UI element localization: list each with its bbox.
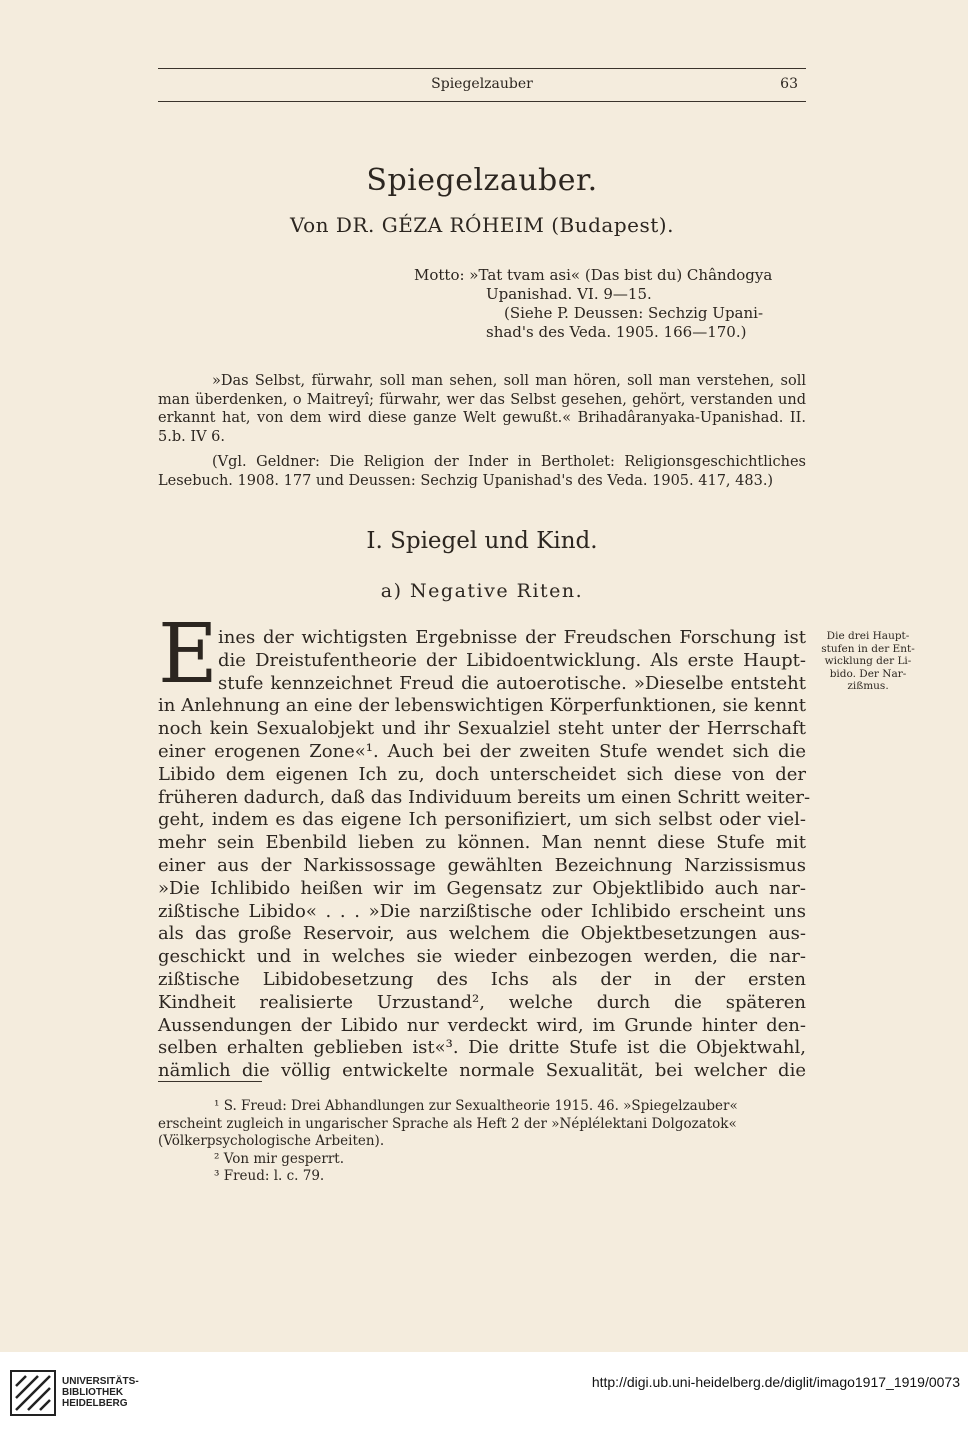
library-name-line: BIBLIOTHEK [62, 1387, 124, 1398]
body-line: zißtische Libido« . . . »Die narzißtische oder Ichlibido erscheint uns [158, 900, 806, 922]
body-line: »Die Ichlibido heißen wir im Gegensatz zur Objektlibido auch nar- [158, 877, 806, 899]
body-line: mehr sein Ebenbild lieben zu können. Man nennt diese Stufe mit [158, 832, 806, 854]
motto-line: Upanishad. VI. 9—15. [486, 285, 652, 303]
page-number: 63 [780, 76, 798, 92]
body-line: Aussendungen der Libido nur verdeckt wird, im Grunde hinter den- [158, 1014, 806, 1036]
section-heading: I. Spiegel und Kind. [366, 528, 598, 554]
body-line: nämlich die völlig entwickelte normale Sexualität, bei welcher die [158, 1060, 806, 1082]
running-head [158, 76, 806, 96]
epigraph-quote: »Das Selbst, fürwahr, soll man sehen, soll man hören, soll man verstehen, soll man überdenken, o Maitreyî; fürwahr, wer das Selbst gesehen, gehört, verstanden und erkannt hat, von dem wird diese ganze Welt gewußt.« Brihadâranyaka-Upanishad. II. 5.b. IV 6. [158, 373, 806, 445]
footnote: ³ Freud: l. c. 79. [214, 1168, 325, 1184]
article-byline: Von DR. GÉZA RÓHEIM (Budapest). [290, 213, 674, 237]
body-text [158, 627, 811, 1083]
body-line: Kindheit realisierte Urzustand², welche durch die späteren [158, 991, 806, 1013]
body-line: in Anlehnung an eine der lebenswichtigen Körperfunktionen, sie kennt [158, 695, 806, 717]
source-url-link[interactable]: http://digi.ub.uni-heidelberg.de/diglit/imago1917_1919/0073 [591, 1374, 960, 1390]
motto-line: (Siehe P. Deussen: Sechzig Upani- [504, 304, 764, 322]
body-line: früheren dadurch, daß das Individuum bereits um einen Schritt weiter- [158, 786, 811, 808]
footnotes [158, 1098, 806, 1186]
header-bottom-rule [158, 101, 806, 102]
body-line: die Dreistufentheorie der Libidoentwicklung. Als erste Haupt- [218, 649, 806, 671]
epigraph-reference: (Vgl. Geldner: Die Religion der Inder in Bertholet: Religionsgeschichtliches Lesebuch. 1908. 177 und Deussen: Sechzig Upanishad's des Veda. 1905. 417, 483.) [158, 454, 806, 489]
footnote: ² Von mir gesperrt. [214, 1150, 345, 1167]
digitization-footer [0, 1352, 968, 1432]
body-line: Libido dem eigenen Ich zu, doch unterscheidet sich diese von der [158, 763, 806, 785]
running-head-title: Spiegelzauber [431, 76, 533, 92]
body-line: geht, indem es das eigene Ich personifiziert, um sich selbst oder viel- [158, 809, 806, 831]
drop-cap: E [158, 607, 218, 702]
article-title: Spiegelzauber. [366, 163, 598, 198]
library-name [62, 1376, 139, 1409]
footnote: ¹ S. Freud: Drei Abhandlungen zur Sexualtheorie 1915. 46. »Spiegelzauber« [214, 1098, 738, 1114]
footnote: erscheint zugleich in ungarischer Sprache als Heft 2 der »Néplélektani Dolgozatok« [158, 1115, 737, 1132]
library-name-line: UNIVERSITÄTS- [62, 1376, 139, 1387]
library-name-line: HEIDELBERG [62, 1398, 128, 1409]
subsection-heading: a) Negative Riten. [380, 580, 584, 602]
body-line: geschickt und in welches sie wieder einbezogen werden, die nar- [158, 946, 806, 968]
footnote-rule [158, 1081, 262, 1082]
body-line: einer erogenen Zone«¹. Auch bei der zweiten Stufe wendet sich die [158, 740, 806, 762]
body-line: noch kein Sexualobjekt und ihr Sexualziel steht unter der Herrschaft [158, 718, 806, 740]
body-line: zißtische Libidobesetzung des Ichs als der in der ersten [158, 968, 806, 990]
motto-line: Motto: »Tat tvam asi« (Das bist du) Chândogya [414, 266, 773, 284]
body-line: als das große Reservoir, aus welchem die Objektbesetzungen aus- [158, 923, 806, 945]
motto [414, 266, 814, 342]
margin-note: Die drei Haupt-stufen in der Ent-wicklung der Li-bido. Der Nar-zißmus. [821, 630, 915, 692]
body-line: ines der wichtigsten Ergebnisse der Freudschen Forschung ist [218, 627, 806, 648]
header-top-rule [158, 68, 806, 69]
body-line: stufe kennzeichnet Freud die autoerotische. »Dieselbe entsteht [218, 672, 806, 694]
library-logo-icon [10, 1370, 56, 1416]
body-line: selben erhalten geblieben ist«³. Die dritte Stufe ist die Objektwahl, [158, 1037, 806, 1059]
body-line: einer aus der Narkissossage gewählten Bezeichnung Narzissismus [158, 854, 806, 876]
footnote: (Völkerpsychologische Arbeiten). [158, 1133, 385, 1149]
motto-line: shad's des Veda. 1905. 166—170.) [486, 323, 747, 341]
